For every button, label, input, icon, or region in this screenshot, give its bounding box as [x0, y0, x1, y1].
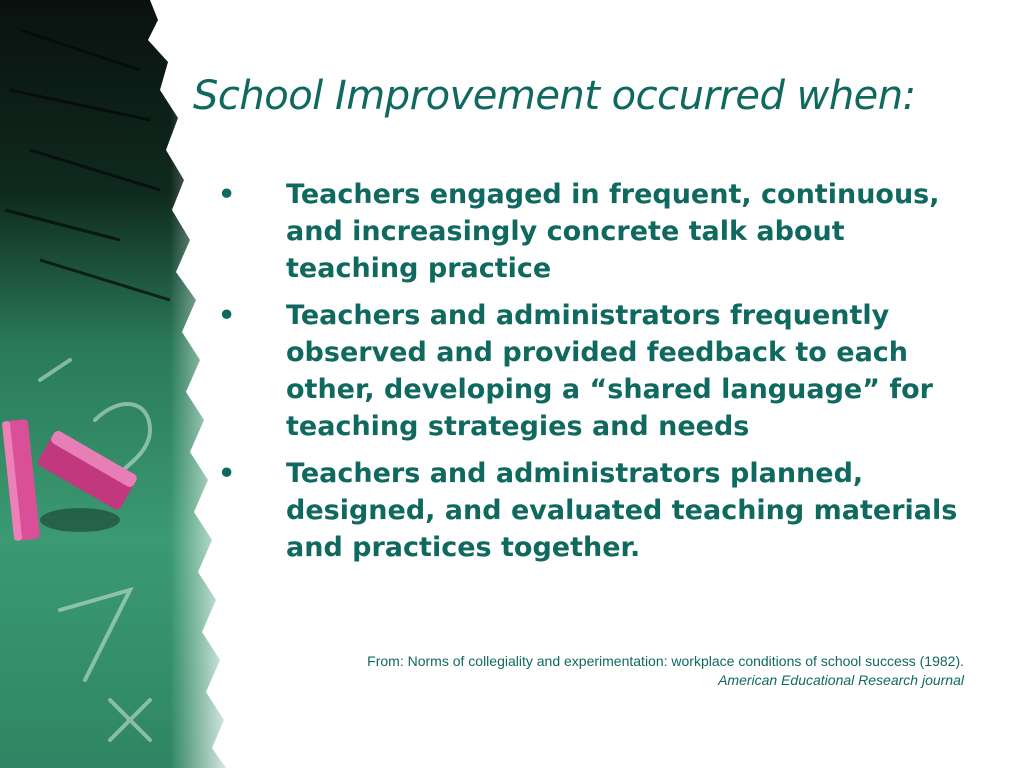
bullet-item: [218, 176, 978, 287]
citation-journal: American Educational Research journal: [718, 672, 964, 688]
citation-source: From: Norms of collegiality and experimentation: workplace conditions of school success (1982).: [367, 653, 964, 669]
bullet-item: [218, 297, 978, 445]
bullet-dot-icon: •: [218, 300, 236, 331]
bullet-list: [218, 176, 978, 576]
bullet-item: [218, 455, 978, 566]
bullet-text: Teachers and administrators planned, designed, and evaluated teaching materials and practices together.: [286, 458, 958, 563]
bullet-text: Teachers and administrators frequently observed and provided feedback to each other, developing a “shared language” for teaching strategies and needs: [286, 300, 933, 442]
bullet-text: Teachers engaged in frequent, continuous, and increasingly concrete talk about teaching practice: [286, 179, 940, 284]
slide-title: School Improvement occurred when:: [193, 73, 916, 119]
bullet-dot-icon: •: [218, 458, 236, 489]
citation: [204, 652, 964, 690]
bullet-dot-icon: •: [218, 179, 236, 210]
